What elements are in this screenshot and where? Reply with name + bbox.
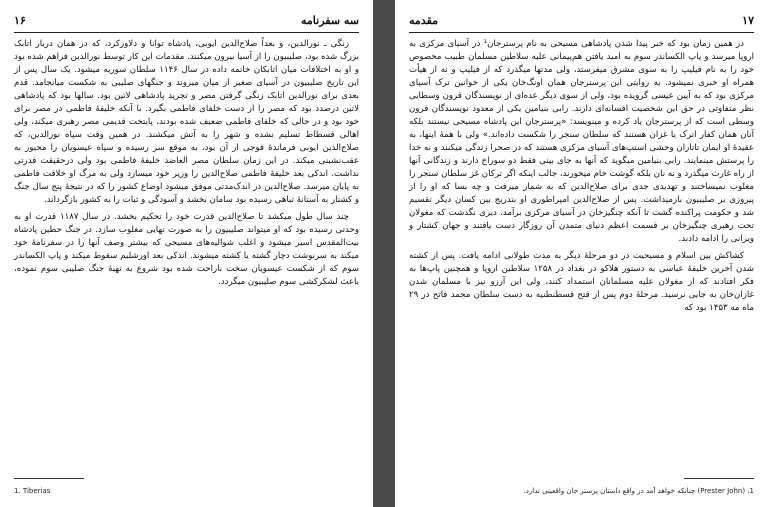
left-paragraph-2: چند سال طول میکشد تا صلاح‌الدین قدرت خود را تحکیم بخشد. در سال ۱۱۸۷ قدرت او به وحدتی رسیده بود که او میتواند صلیبیون را به صورت نهایی مغلوب سازد. در جنگ حطین پادشاه بیت‌المقدس اسیر میشود و اغلب شوالیه‌های مسیحی که بیشتر وصف آنها را در سفرنامهٔ خود میکند به سرنوشت دچار گشته یا کشته میشوند. اندکی بعد اورشلیم سقوط میکند و پاپ الکساندر سوم که از شکست عیسویان سخت ناراحت شده بود شروع به تهیهٔ جنگ صلیبی سوم نموده، باعث لشکرکشی سوم صلیبیون میگردد. xyxy=(14,212,359,287)
right-page-body xyxy=(409,38,754,319)
left-page xyxy=(0,0,373,507)
right-footnote: 1. (Prester John) چنانکه خواهد آمد در واقع داستان پرستر جان واقعیتی ندارد. xyxy=(523,487,754,495)
left-footnote: 1. Tiberias xyxy=(14,487,51,495)
right-page-header xyxy=(409,14,754,30)
left-paragraph-1: زنگی ـ نورالدین، و بعداً صلاح‌الدین ایوبی، پادشاه توانا و دلاورکرد، که در همان دربار اتابک بزرگ شده بود، صلیبیون را از آسیا بیرون میکنند. مقدمات این کار توسط نورالدین فراهم شده بود و او به اختلافات میان اتابکان خاتمه داده در سال ۱۱۴۶ سلطان سوریه میشود. یک سال پس از این تاریخ صلیبیون در آسیای صغیر از میان میروند و جنگهای صلیبی به شکست میانجامد. قدم بعدی برای نورالدین اتابک زنگی گرفتن مصر و تجرید پادشاهی لاتین بود. سالها بود که پادشاهی لاتین درصدد بود که مصر را از دست خلفای فاطمی بگیرد. با آنکه خلیفهٔ فاطمی در مصر برای خود بود و در حالی که خلفای فاطمی ضعیف شده بودند، پایتخت قدیمی مصر رهبری میکند، ولی اهالی قسطاط تسلیم نشده و شهر را به آتش میکشند. در همین وقت سپاه نورالدین، که صلاح‌الدین ایوبی فرماندهٔ فوجی از آن بود، به موقع سر رسیده و سپاه عیسویان را مجبور به عقب‌نشینی میکند. در این زمان سلطان مصر العاضد خلیفهٔ فاطمی بود ولی درحقیقت قدرتی نداشت. اندکی بعد خلیفهٔ فاطمی صلاح‌الدین را وزیر خود میسازد ولی به مرگ او خلافت فاطمی به پایان میرسد. صلاح‌الدین در اندک‌مدتی موفق میشود اوضاع کشور را که در نتیجهٔ پنج سال جنگ و کشتار به آستانهٔ تباهی رسیده بود سامان بخشد و آسودگی و ثبات را به کشور بازگرداند. xyxy=(14,39,359,205)
right-footnote-rule xyxy=(684,478,754,479)
left-page-body xyxy=(14,38,359,293)
left-running-title: سه سفرنامه xyxy=(301,14,359,27)
left-page-header xyxy=(14,14,359,30)
right-page-number: ۱۷ xyxy=(742,14,754,27)
right-page xyxy=(395,0,768,507)
left-footnote-rule xyxy=(14,478,84,479)
left-header-rule xyxy=(14,32,359,33)
right-paragraph-1: در همین زمان بود که خبر پیدا شدن پادشاهی مسیحی به نام پرسترجان¹ در آسیای مرکزی به اروپا میرسد و پاپ الکساندر سوم به امید یافتن هم‌پیمانی علیه سلاطین مسلمان طبیب مخصوص خود را به نام فیلیپ را به سوی مشرق میفرستد، ولی مدتها میگذرد که از فیلیپ و نه از هیأت همراه او خبری نمیشود. به روایتی این پرسترجان همان اونگ‌خان یکی از خوانین ترک آسیای مرکزی بود که به آیین عیسی گرویده بود، ولی از سوی دیگر عده‌ای از نویسندگان قرون وسطایی نظر متفاوتی در حق این شخصیت افسانه‌ای دارند. رابی بنیامین یکی از معدود نویسندگان قرون وسطی است که از پرسترجان یاد کرده و مینویسد: «پرسترجان این پادشاه مسیحی نیستند بلکه آنان همان کفار اترک یا غزان هستند که سلطان سنجر را شکست داده‌اند.» ولی با همهٔ اینها، به عقیدهٔ او ایمان تاتاران وحشی استپ‌های آسیای مرکزی هستند که در صحرا زندگی میکنند و نه خدا را پرستش مینمایند. رابی بنیامین میگوید که آنها به جای بینی فقط دو سوراخ دارند و زندگانی آنها از راه غارت میگذرد و نه نان بلکه گوشت خام میخورند، جالب اینکه اگر ترکان غز سلطان سنجر را مغلوب نمیساختند و تهدیدی جدی برای صلاح‌الدین که به شمار میرفت و چه بسا که او را از پیروزی بر صلیبیون بازمیداشت. پس از صلاح‌الدین امپراطوری او بتدریج بین کسان دیگر تقسیم شد و حکومت پراکنده گشت تا آنکه چنگیزخان در آسیای مرکزی برآمد. دیری نگذشت که مغولان تحت رهبری چنگیزخان بر قسمت اعظم دنیای متمدن آن روزگار دست یافتند و جهان کشتار و ویرانی را ادامه دادند. xyxy=(409,39,754,244)
right-paragraph-2: کشاکش بین اسلام و مسیحیت در دو مرحلهٔ دیگر به مدت طولانی ادامه یافت. پس از کشته شدن آخرین خلیفهٔ عباسی به دستور هلاکو در بغداد در ۱۲۵۸ سلاطین اروپا و همچنین پاپ‌ها به فکر افتادند که از مغولان علیه مسلمانان استمداد کنند، ولی این آرزو نیز با مسلمان شدن غازان‌خان به جایی نرسید. مرحلهٔ دوم پس از فتح قسطنطنیه به دست سلطان محمد فاتح در ۲۹ ماه مه ۱۴۵۳ بود که xyxy=(409,251,754,313)
right-header-rule xyxy=(409,32,754,33)
right-running-title: مقدمه xyxy=(409,14,439,27)
book-gutter xyxy=(373,0,395,507)
left-page-number: ۱۶ xyxy=(14,14,26,27)
